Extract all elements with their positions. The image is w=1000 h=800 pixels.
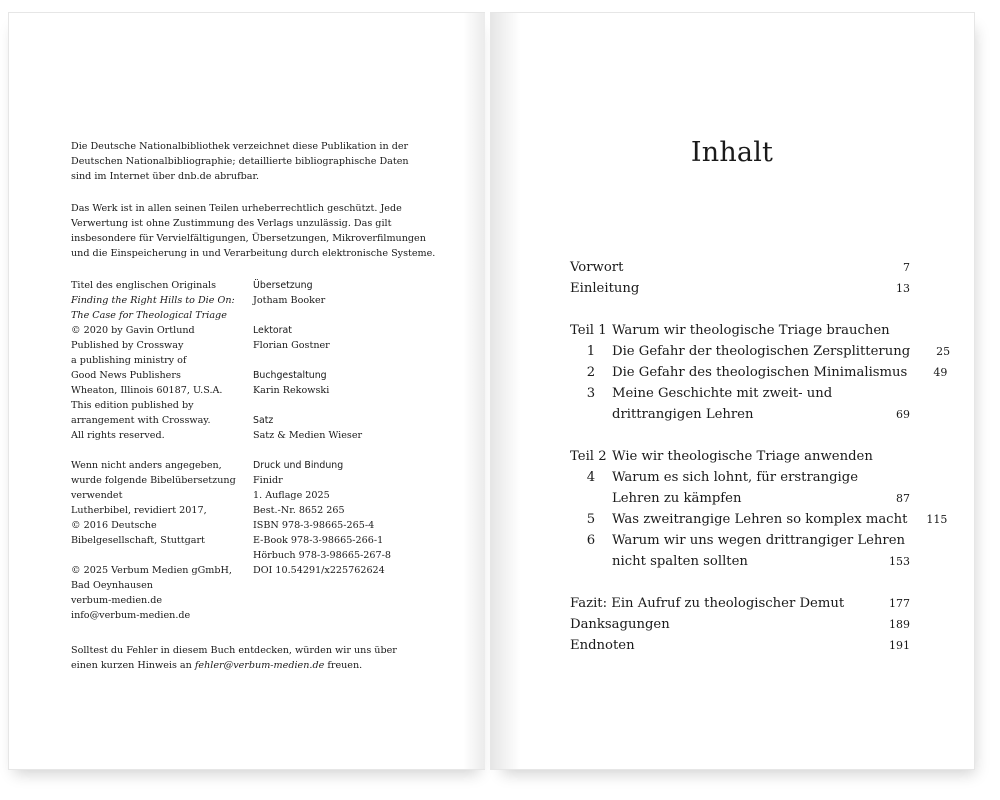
toc-entry <box>570 593 910 614</box>
copyright-line: Das Werk ist in allen seinen Teilen urheberrechtlich geschützt. Jede <box>71 203 402 214</box>
toc-chapter-number: 4 <box>586 470 596 485</box>
errata-line: Solltest du Fehler in diesem Buch entdecken, würden wir uns über <box>71 645 397 656</box>
toc-entry-label: Einleitung <box>570 281 640 296</box>
toc-part-title: Wie wir theologische Triage anwenden <box>612 449 873 464</box>
left-page <box>8 12 485 770</box>
toc-chapter <box>570 467 910 488</box>
gutter-shadow-right <box>490 13 520 769</box>
toc-chapter-title: Warum wir uns wegen drittrangiger Lehren <box>612 533 906 548</box>
publisher-email: info@verbum-medien.de <box>71 610 191 621</box>
toc-title: Inhalt <box>690 137 774 168</box>
errata-email: fehler@verbum-medien.de <box>194 660 325 671</box>
toc-entry <box>570 257 910 278</box>
original-subtitle: The Case for Theological Triage <box>71 310 227 321</box>
errata-notice <box>71 643 397 673</box>
spacer <box>253 443 391 458</box>
isbn-line: ISBN 978-3-98665-265-4 <box>253 520 375 531</box>
toc-chapter-page: 115 <box>926 513 948 526</box>
right-page <box>490 12 975 770</box>
translation-heading: Übersetzung <box>253 280 313 291</box>
toc-chapter-number: 2 <box>586 365 596 380</box>
original-rights-line: All rights reserved. <box>71 430 165 441</box>
doi-line: DOI 10.54291/x225762624 <box>253 565 385 576</box>
toc-chapter-title: Lehren zu kämpfen <box>612 491 742 506</box>
spacer <box>570 425 910 446</box>
toc-entry-label: Vorwort <box>570 260 624 275</box>
dnb-notice <box>71 139 409 184</box>
spacer <box>253 353 391 368</box>
gutter-shadow-left <box>463 13 485 769</box>
bible-translation-line: Lutherbibel, revidiert 2017, <box>71 505 207 516</box>
toc-chapter-title: Warum es sich lohnt, für erstrangige <box>612 470 859 485</box>
credits-column <box>253 278 391 578</box>
toc-entry-label: Danksagungen <box>570 617 670 632</box>
publisher-line: © 2025 Verbum Medien gGmbH, <box>71 565 232 576</box>
toc-entry-page: 13 <box>896 282 910 295</box>
toc-chapter-page: 87 <box>896 492 910 505</box>
original-rights-line: arrangement with Crossway. <box>71 415 211 426</box>
spacer <box>570 572 910 593</box>
audiobook-line: Hörbuch 978-3-98665-267-8 <box>253 550 391 561</box>
designer: Karin Rekowski <box>253 385 330 396</box>
errata-line <box>71 658 397 673</box>
toc-list <box>570 257 951 656</box>
toc-chapter-continuation <box>570 488 910 509</box>
ebook-line: E-Book 978-3-98665-266-1 <box>253 535 384 546</box>
print-heading: Druck und Bindung <box>253 460 344 471</box>
copyright-notice <box>71 201 435 261</box>
spacer <box>570 299 910 320</box>
toc-chapter <box>570 341 951 362</box>
toc-entry-page: 189 <box>889 618 910 631</box>
toc-chapter-title: Die Gefahr des theologischen Minimalismus <box>612 365 908 380</box>
toc-chapter-number: 5 <box>586 512 596 527</box>
toc-entry <box>570 278 910 299</box>
original-title-label: Titel des englischen Originals <box>71 280 217 291</box>
toc-chapter-page: 69 <box>896 408 910 421</box>
original-rights-line: Published by Crossway <box>71 340 184 351</box>
toc-chapter-number: 3 <box>586 386 596 401</box>
publisher-line: Bad Oeynhausen <box>71 580 153 591</box>
editing-heading: Lektorat <box>253 325 292 336</box>
toc-chapter-title: Was zweitrangige Lehren so komplex macht <box>612 512 908 527</box>
original-rights-line: a publishing ministry of <box>71 355 187 366</box>
toc-entry <box>570 614 910 635</box>
toc-part-number: Teil 2 <box>570 449 607 464</box>
errata-text: einen kurzen Hinweis an <box>71 660 195 671</box>
toc-chapter <box>570 530 910 551</box>
dnb-line: Deutschen Nationalbibliographie; detaillierte bibliographische Daten <box>71 156 409 167</box>
toc-chapter-page: 49 <box>933 366 948 379</box>
toc-chapter-title: drittrangigen Lehren <box>612 407 754 422</box>
toc-chapter-continuation <box>570 551 910 572</box>
spacer <box>253 398 391 413</box>
toc-chapter-title: Meine Geschichte mit zweit- und <box>612 386 833 401</box>
toc-part-number: Teil 1 <box>570 323 607 338</box>
bible-translation-line: Bibelgesellschaft, Stuttgart <box>71 535 205 546</box>
toc-chapter-page: 25 <box>936 345 951 358</box>
original-rights-line: Good News Publishers <box>71 370 181 381</box>
edition-line: 1. Auflage 2025 <box>253 490 330 501</box>
original-title: Finding the Right Hills to Die On: <box>71 295 235 306</box>
original-rights-line: This edition published by <box>71 400 194 411</box>
bible-translation-line: © 2016 Deutsche <box>71 520 157 531</box>
toc-chapter-title: nicht spalten sollten <box>612 554 748 569</box>
original-rights-line: © 2020 by Gavin Ortlund <box>71 325 195 336</box>
design-heading: Buchgestaltung <box>253 370 327 381</box>
toc-entry-label: Endnoten <box>570 638 635 653</box>
editor: Florian Gostner <box>253 340 330 351</box>
edition-line: Best.-Nr. 8652 265 <box>253 505 345 516</box>
toc-chapter-number: 6 <box>586 533 596 548</box>
spacer <box>71 443 236 458</box>
toc-part-heading <box>570 446 910 467</box>
copyright-line: Verwertung ist ohne Zustimmung des Verlags unzulässig. Das gilt <box>71 218 392 229</box>
toc-entry-page: 177 <box>889 597 910 610</box>
toc-entry-label: Fazit: Ein Aufruf zu theologischer Demut <box>570 596 845 611</box>
copyright-line: insbesondere für Vervielfältigungen, Übersetzungen, Mikroverfilmungen <box>71 233 426 244</box>
toc-chapter-continuation <box>570 404 910 425</box>
original-rights-line: Wheaton, Illinois 60187, U.S.A. <box>71 385 223 396</box>
toc-chapter-title: Die Gefahr der theologischen Zersplitterung <box>612 344 911 359</box>
toc-chapter <box>570 362 948 383</box>
typeset-heading: Satz <box>253 415 274 426</box>
original-edition-column <box>71 278 236 623</box>
bible-translation-line: wurde folgende Bibelübersetzung <box>71 475 236 486</box>
toc-part-heading <box>570 320 910 341</box>
printer: Finidr <box>253 475 283 486</box>
toc-chapter-page: 153 <box>889 555 910 568</box>
bible-translation-line: Wenn nicht anders angegeben, <box>71 460 222 471</box>
toc-chapter <box>570 509 948 530</box>
dnb-line: Die Deutsche Nationalbibliothek verzeichnet diese Publikation in der <box>71 141 409 152</box>
spacer <box>253 308 391 323</box>
publisher-website: verbum-medien.de <box>71 595 163 606</box>
translator: Jotham Booker <box>253 295 326 306</box>
toc-entry-page: 191 <box>889 639 910 652</box>
bible-translation-line: verwendet <box>71 490 123 501</box>
copyright-line: und die Einspeicherung in und Verarbeitung durch elektronische Systeme. <box>71 248 436 259</box>
dnb-line: sind im Internet über dnb.de abrufbar. <box>71 171 260 182</box>
toc-chapter <box>570 383 910 404</box>
toc-entry-page: 7 <box>903 261 910 274</box>
toc-entry <box>570 635 910 656</box>
spacer <box>71 548 236 563</box>
toc-part-title: Warum wir theologische Triage brauchen <box>612 323 890 338</box>
typesetter: Satz & Medien Wieser <box>253 430 363 441</box>
errata-text: freuen. <box>324 660 363 671</box>
toc-chapter-number: 1 <box>586 344 596 359</box>
